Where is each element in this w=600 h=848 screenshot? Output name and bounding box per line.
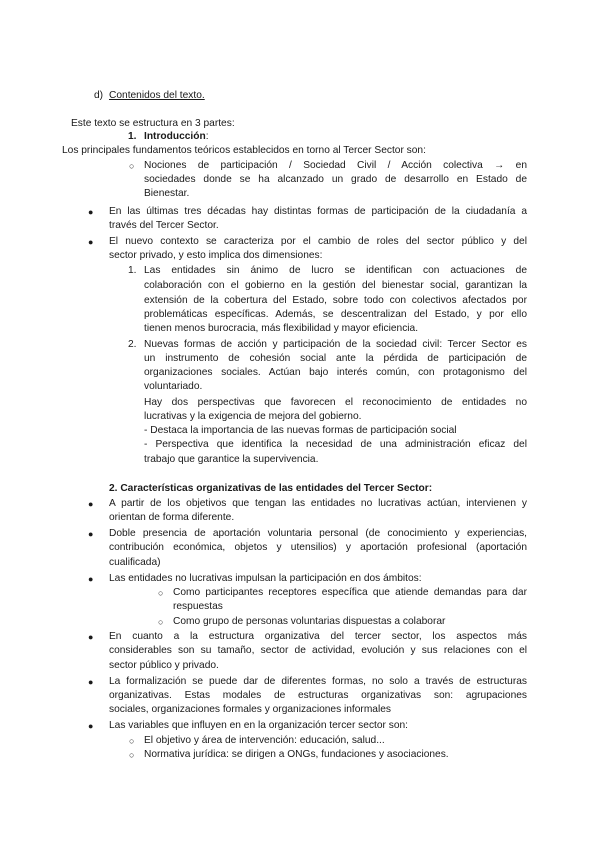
n1-line-3: extensión de la cobertura del Estado, sobre todo con colectivos afectados por bbox=[144, 295, 527, 306]
bullet-icon: ● bbox=[88, 574, 94, 584]
s2b2-line-1: Doble presencia de aportación voluntaria personal (de conocimiento y experiencias, bbox=[109, 528, 527, 539]
section1-title: Introducción bbox=[144, 131, 206, 142]
n2-line-5: Hay dos perspectivas que favorecen el reconocimiento de entidades no bbox=[144, 397, 527, 408]
s2b6-line-1: Las variables que influyen en en la organización tercer sector son: bbox=[109, 720, 409, 731]
b2-line-2: sector privado, y esto implica dos dimensiones: bbox=[109, 250, 323, 261]
b1-line-2: través del Tercer Sector. bbox=[109, 220, 219, 231]
heading-title: Contenidos del texto. bbox=[109, 90, 205, 101]
b2-line-1: El nuevo contexto se caracteriza por el cambio de roles del sector público y del bbox=[109, 236, 527, 247]
s2b5-line-1: La formalización se puede dar de diferentes formas, no solo a través de estructuras bbox=[109, 676, 527, 687]
n1-line-1: Las entidades sin ánimo de lucro se identifican con actuaciones de bbox=[144, 265, 527, 276]
s2b6-sub2-line-1: Normativa jurídica: se dirigen a ONGs, fundaciones y asociaciones. bbox=[144, 749, 449, 760]
section1-colon: : bbox=[205, 131, 209, 142]
bullet-icon: ● bbox=[88, 721, 94, 731]
s2b6-sub1-line-1: El objetivo y área de intervención: educación, salud... bbox=[144, 735, 385, 746]
s2b3-line-1: Las entidades no lucrativas impulsan la participación en dos ámbitos: bbox=[109, 573, 422, 584]
fundamentos-line: Los principales fundamentos teóricos establecidos en torno al Tercer Sector son: bbox=[62, 145, 426, 156]
section2-title: 2. Características organizativas de las entidades del Tercer Sector: bbox=[109, 483, 433, 494]
s2b3-sub1-line-1: Como participantes receptores específica que atiende demandas para dar bbox=[173, 587, 527, 598]
bullet-icon: ● bbox=[88, 677, 94, 687]
s2b4-line-3: sector público y privado. bbox=[109, 660, 219, 671]
s2b2-line-2: contribución económica, objetos y utensilios) y aportación profesional (aportación bbox=[109, 542, 527, 553]
s2b2-line-3: cualificada) bbox=[109, 557, 161, 568]
bullet-icon: ● bbox=[88, 237, 94, 247]
bullet-icon: ● bbox=[88, 207, 94, 217]
section1-heading bbox=[144, 130, 209, 144]
bullet-icon: ● bbox=[88, 529, 94, 539]
circle-bullet-icon: ○ bbox=[129, 736, 135, 746]
bullet-icon: ● bbox=[88, 632, 94, 642]
s2b1-line-2: orientan de forma diferente. bbox=[109, 512, 235, 523]
intro-line: Este texto se estructura en 3 partes: bbox=[71, 118, 235, 129]
s2b4-line-1: En cuanto a la estructura organizativa del tercer sector, los aspectos más bbox=[109, 631, 527, 642]
n1-line-2: colaboración con el gobierno en la gestión del bienestar social, garantizan la bbox=[144, 280, 527, 291]
nociones-line-2: sociedades donde se ha alcanzado un grado de desarrollo en Estado de bbox=[144, 174, 527, 185]
heading-marker: d) bbox=[94, 90, 104, 101]
section1-number: 1. bbox=[128, 131, 137, 142]
n2-line-6: lucrativas y la exigencia de mejora del gobierno. bbox=[144, 411, 362, 422]
nociones-line-3: Bienestar. bbox=[144, 188, 190, 199]
s2b1-line-1: A partir de los objetivos que tengan las entidades no lucrativas actúan, intervienen y bbox=[109, 498, 527, 509]
bullet-icon: ● bbox=[88, 499, 94, 509]
s2b5-line-2: organizativas. Estas modales de estructuras organizativas son: agrupaciones bbox=[109, 690, 527, 701]
n1-marker: 1. bbox=[128, 265, 137, 276]
s2b5-line-3: sociales, organizaciones formales y organizaciones informales bbox=[109, 704, 391, 715]
n2-line-2: un instrumento de cohesión social ante la pérdida de participación de bbox=[144, 353, 527, 364]
b1-line-1: En las últimas tres décadas hay distintas formas de participación de la ciudadanía a bbox=[109, 206, 527, 217]
n2-line-3: organizaciones sociales. Actúan bajo interés común, con protagonismo del bbox=[144, 367, 527, 378]
circle-bullet-icon: ○ bbox=[158, 588, 164, 598]
s2b3-sub1-line-2: respuestas bbox=[173, 601, 223, 612]
circle-bullet-icon: ○ bbox=[129, 750, 135, 760]
s2b4-line-2: considerables son su tamaño, sector de actividad, evolución y sus relaciones con el bbox=[109, 645, 527, 656]
n2-line-9: trabajo que garantice la supervivencia. bbox=[144, 454, 319, 465]
s2b3-sub2-line-1: Como grupo de personas voluntarias dispuestas a colaborar bbox=[173, 616, 446, 627]
n2-line-1: Nuevas formas de acción y participación de la sociedad civil: Tercer Sector es bbox=[144, 339, 527, 350]
n2-line-4: voluntariado. bbox=[144, 381, 203, 392]
n2-line-7: - Destaca la importancia de las nuevas formas de participación social bbox=[144, 425, 457, 436]
n1-line-5: tienen menos burocracia, más flexibilidad y mayor eficiencia. bbox=[144, 323, 419, 334]
n1-line-4: problemáticas específicas. Además, se descentralizan del Estado, y por ello bbox=[144, 309, 527, 320]
circle-bullet-icon: ○ bbox=[129, 161, 135, 171]
n2-line-8: - Perspectiva que identifica la necesidad de una administración eficaz del bbox=[144, 439, 527, 450]
circle-bullet-icon: ○ bbox=[158, 617, 164, 627]
n2-marker: 2. bbox=[128, 339, 137, 350]
nociones-line-1: Nociones de participación / Sociedad Civil / Acción colectiva → en bbox=[144, 160, 527, 171]
